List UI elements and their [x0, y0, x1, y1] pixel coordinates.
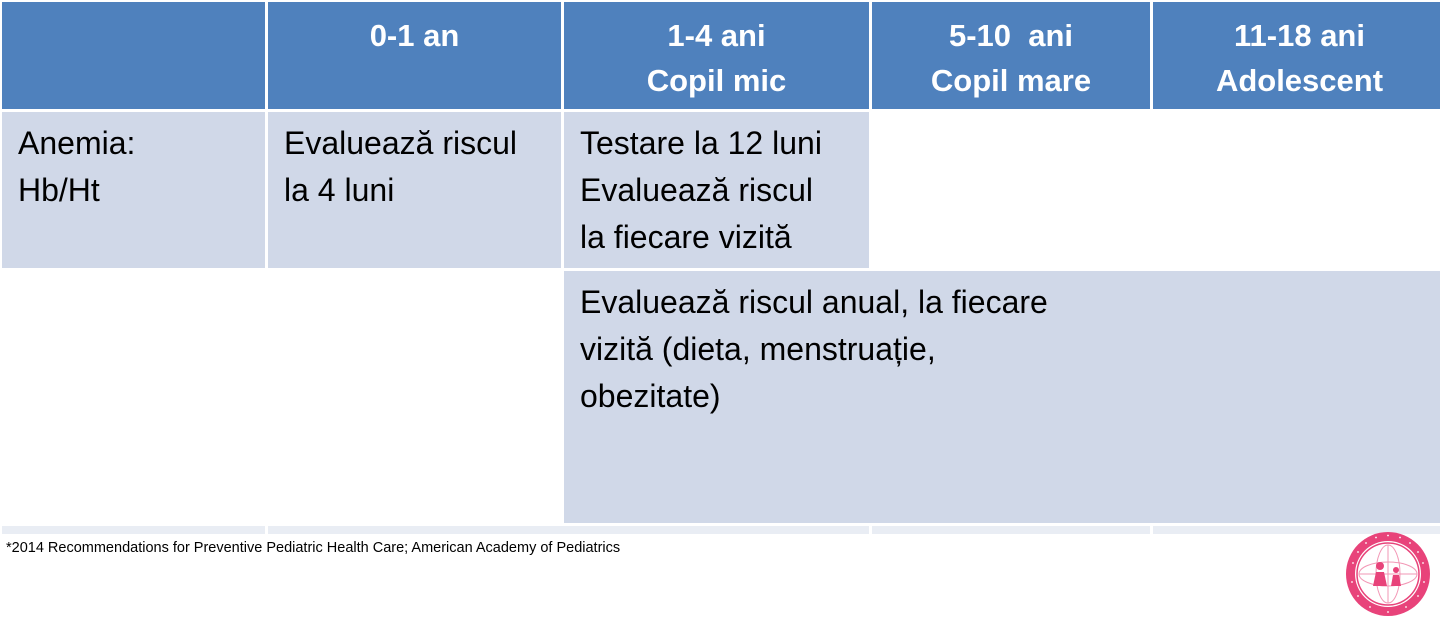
header-line: Copil mic [646, 63, 787, 98]
text-line: la fiecare vizită [580, 219, 792, 255]
header-cell-5-10 [872, 2, 1150, 109]
text-line: la 4 luni [284, 172, 395, 208]
header-cell-1-4 [564, 2, 869, 109]
text-line: Evaluează riscul anual, la fiecare [580, 284, 1048, 320]
text-line: Evaluează riscul [580, 172, 813, 208]
screening-table [2, 2, 1438, 523]
cell-anemia-5-18 [564, 271, 1440, 523]
header-line: Copil mare [930, 63, 1092, 98]
cell-urine-5-10 [872, 526, 1150, 534]
header-line: 5-10 ani [948, 18, 1074, 53]
header-cell-0-1 [268, 2, 561, 109]
pediatric-working-group-logo-icon [1344, 530, 1432, 618]
row-label-anemia [2, 112, 265, 268]
text-line: Testare la 12 luni [580, 125, 822, 161]
text-line: Hb/Ht [18, 172, 100, 208]
footnote: *2014 Recommendations for Preventive Pediatric Health Care; American Academy of Pediatrics [6, 540, 621, 556]
header-cell-11-18 [1153, 2, 1440, 109]
header-line: 1-4 ani [667, 18, 766, 53]
header-cell-empty [2, 2, 265, 109]
text-line: obezitate) [580, 378, 721, 414]
header-line: Adolescent [1215, 63, 1384, 98]
text-line: Evaluează riscul [284, 125, 517, 161]
header-line: 0-1 an [369, 18, 460, 53]
cell-urine-0-4 [268, 526, 869, 534]
text-line: vizită (dieta, menstruație, [580, 331, 936, 367]
header-line: 11-18 ani [1234, 18, 1365, 53]
text-line: Anemia: [18, 125, 136, 161]
cell-anemia-0-1 [268, 112, 561, 268]
cell-anemia-1-4 [564, 112, 869, 268]
row-label-urine [2, 526, 265, 534]
